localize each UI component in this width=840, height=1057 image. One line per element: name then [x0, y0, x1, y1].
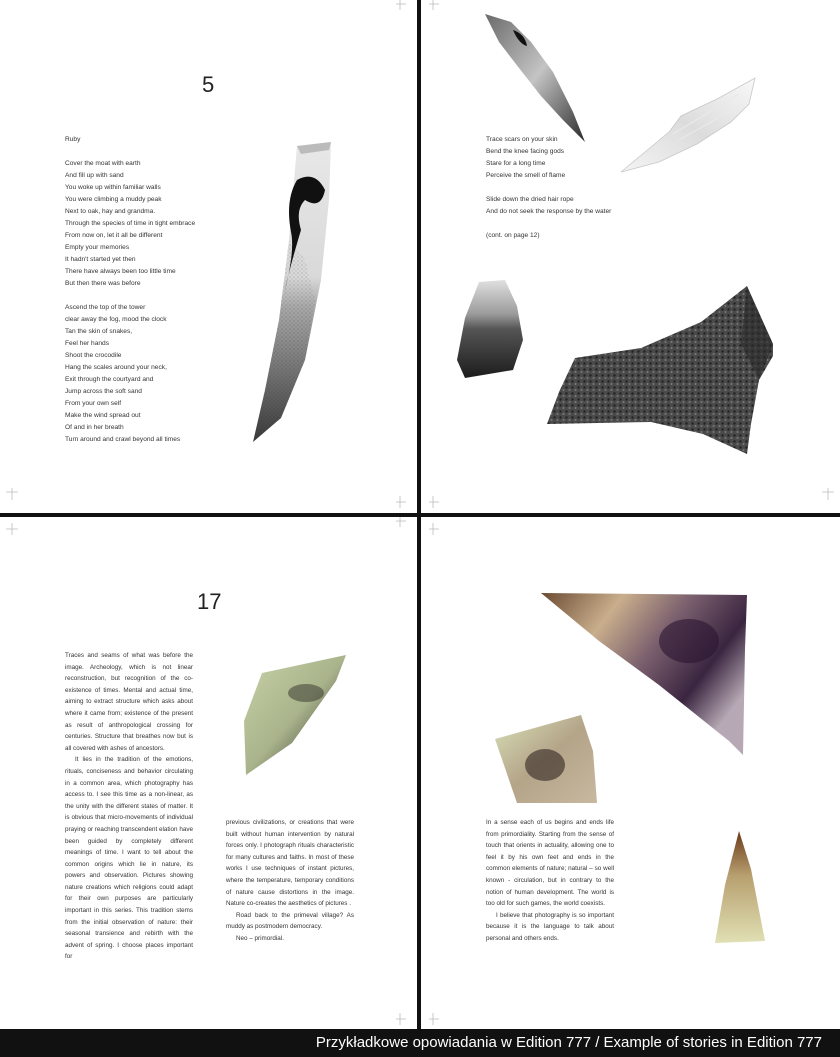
poem-line: Of and in her breath	[65, 424, 124, 431]
glossy-white-fragment	[619, 74, 759, 174]
poem-line: Ascend the top of the tower	[65, 304, 146, 311]
poem-line: Slide down the dried hair rope	[486, 196, 574, 203]
horizontal-divider	[0, 513, 840, 517]
instant-photo-small	[493, 713, 599, 805]
poem-line: Make the wind spread out	[65, 412, 141, 419]
poem-line: You were climbing a muddy peak	[65, 196, 162, 203]
crop-mark	[421, 517, 439, 535]
poem-line: And fill up with sand	[65, 172, 124, 179]
poem-line: Tan the skin of snakes,	[65, 328, 133, 335]
poem-line: Bend the knee facing gods	[486, 148, 565, 155]
page-17	[0, 517, 417, 1029]
crop-mark	[421, 1007, 439, 1025]
poem-line: Exit through the courtyard and	[65, 376, 154, 383]
paragraph: Road back to the primeval village? As muddy as postmodern democracy.	[226, 911, 354, 931]
crop-mark	[396, 1007, 414, 1025]
poem-line: Jump across the soft sand	[65, 388, 142, 395]
poem-title: Ruby	[65, 136, 81, 143]
poem-line: Feel her hands	[65, 340, 109, 347]
poem-continuation	[486, 134, 611, 242]
poem-line: Cover the moat with earth	[65, 160, 141, 167]
paragraph: I believe that photography is so important because it is the language to talk about personal and others ends.	[486, 911, 614, 942]
poem-line: And do not seek the response by the water	[486, 208, 612, 215]
essay-column-2	[226, 817, 354, 945]
poem-line: Next to oak, hay and grandma.	[65, 208, 156, 215]
landscape-fragment-large	[541, 284, 781, 456]
crop-mark	[421, 490, 439, 508]
curved-blade-fragment	[483, 12, 593, 144]
crop-mark	[396, 517, 414, 535]
poem-line: It hadn't started yet then	[65, 256, 136, 263]
poem-line: You woke up within familiar walls	[65, 184, 161, 191]
amber-shard-fragment	[711, 829, 771, 945]
polaroid-fragment-green	[240, 651, 350, 775]
poem-line: Hang the scales around your neck,	[65, 364, 167, 371]
essay-column-1	[65, 650, 193, 963]
footer-caption: Przykładkowe opowiadania w Edition 777 / Example of stories in Edition 777	[0, 1029, 840, 1057]
paragraph: Neo – primordial.	[236, 934, 284, 942]
page-number: 17	[197, 589, 222, 614]
poem-line: Perceive the smell of flame	[486, 172, 566, 179]
poem-ruby	[65, 134, 195, 446]
blade-photo-fragment	[245, 140, 335, 445]
poem-line: Trace scars on your skin	[486, 136, 558, 143]
crop-mark	[421, 0, 439, 18]
poem-line: There have always been too little time	[65, 268, 176, 275]
crop-mark	[0, 488, 18, 506]
page-5	[0, 0, 417, 513]
crop-mark	[396, 490, 414, 508]
paragraph: Traces and seams of what was before the image. Archeology, which is not linear reconstruction, but recognition of the co-existence of times. Mental and actual time, aiming to extract structure which asks about where it came from; existence of the present as result of anthropological crossing for centuries. Structure that breathes now but is all covered with ashes of ancestors.	[65, 652, 193, 752]
poem-line: From now on, let it all be different	[65, 232, 163, 239]
page-number: 5	[202, 72, 215, 97]
poem-line: Shoot the crocodile	[65, 352, 122, 359]
continuation-note: (cont. on page 12)	[486, 232, 540, 239]
page-6	[421, 0, 840, 513]
poem-line: Turn around and crawl beyond all times	[65, 436, 181, 443]
page-18	[421, 517, 840, 1029]
poem-line: Stare for a long time	[486, 160, 546, 167]
poem-line: Through the species of time in tight embrace	[65, 220, 196, 227]
poem-line: clear away the fog, mood the clock	[65, 316, 167, 323]
essay-column	[486, 817, 614, 945]
poem-line: Empty your memories	[65, 244, 130, 251]
crop-mark	[0, 517, 18, 535]
paragraph: It lies in the tradition of the emotions, rituals, conciseness and behavior circulating in a common area, which photography has access to. I see this time as a non-linear, as the unity with the different states of matter. It is obvious that micro-movements of individual praying or reaching transcendent elation have been guided by completely different meanings of time. I want to tell about the common origins which lie in nature, its powers and observation. Pictures showing nature creations which religions could adapt for their own purposes are particularly important in this series. This tradition stems from the initial observation of nature: their seasonal transience and rebirth with the advent of spring. I choose places important for	[65, 756, 193, 961]
poem-line: From your own self	[65, 400, 122, 407]
paragraph: In a sense each of us begins and ends life from primordiality. Starting from the sense of touch that orients in actuality, allowing one to feel it by his own feet and ends in the common elements of nature; natural – so well known - circulation, but in contrary to the notion of human development. The world is too old for such games, the world coexists.	[486, 819, 614, 908]
poem-line: But then there was before	[65, 280, 141, 287]
crop-mark	[396, 0, 414, 18]
landscape-fragment-small	[455, 278, 525, 380]
crop-mark	[822, 488, 840, 506]
paragraph: previous civilizations, or creations that were built without human intervention by natural forces only. I photograph rituals characteristic for many cultures and faiths. In most of these works I use techniques of instant pictures, where the temperature, temporary conditions of nature cause distortions in the image. Nature co-creates the aesthetics of pictures .	[226, 819, 354, 908]
